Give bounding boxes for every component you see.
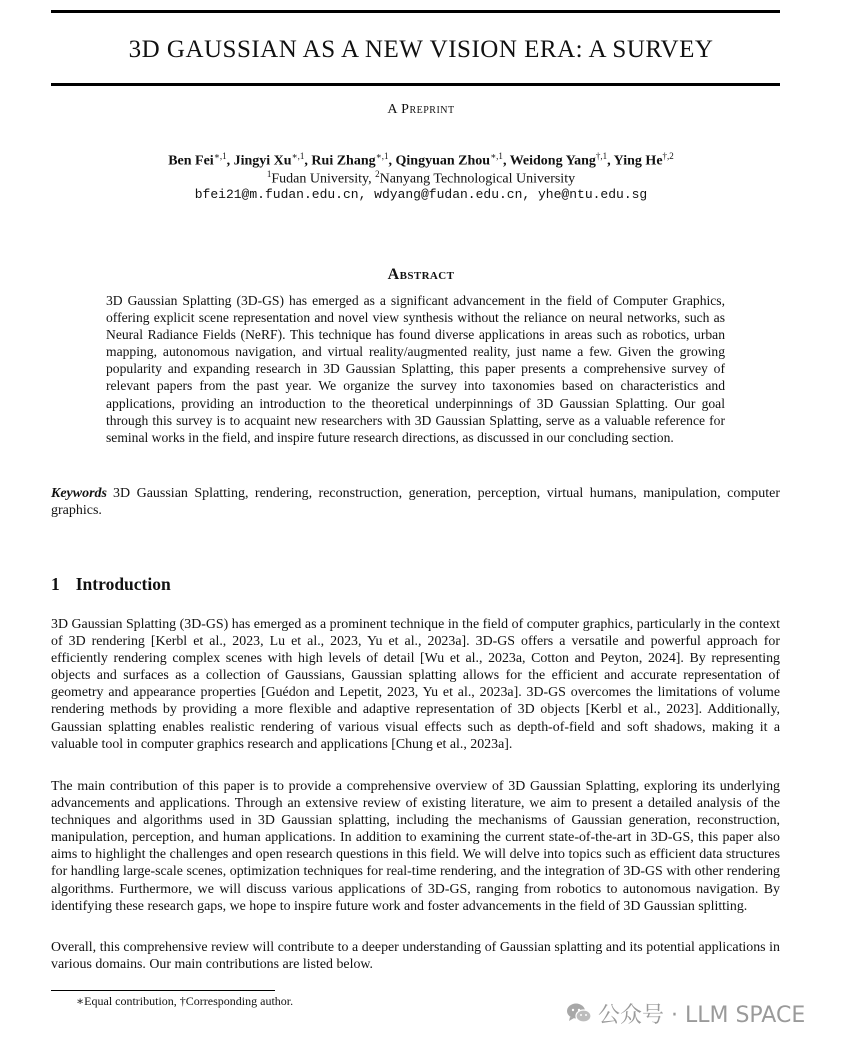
abstract-heading: Abstract — [387, 266, 455, 283]
author-name: Qingyuan Zhou — [395, 153, 491, 169]
affiliations: $^1$Fudan University, $^2$Nanyang Technological University — [266, 169, 576, 187]
body-paragraph: 3D Gaussian Splatting (3D-GS) has emerged as a prominent technique in the field of computer graphics, particularly in the context of 3D rendering [Kerbl et al., 2023, Lu et al., 2023, Yu et al., 2023a]. 3D-GS offers a versatile and powerful approach for efficiently rendering complex scenes with high levels of detail [Wu et al., 2023a, Cotton and Peyton, 2024]. By representing objects and surfaces as a collection of Gaussians, Gaussian splatting allows for the efficient and accurate representation of geometry and appearance properties [Guédon and Lepetit, 2023, Yu et al., 2023a]. 3D-GS overcomes the limitations of volume rendering methods by providing a more flexible and adaptive representation of 3D objects [Kerbl et al., 2023]. Additionally, Gaussian splatting enables realistic rendering of various visual effects such as depth-of-field and soft shadows, making it a valuable tool in computer graphics research and applications [Chung et al., 2023a]. — [51, 617, 780, 752]
keywords — [51, 485, 780, 519]
keywords-label: Keywords — [51, 486, 107, 501]
preprint-label: A Preprint — [387, 102, 455, 117]
watermark-text: 公众号 · LLM SPACE — [598, 1002, 806, 1028]
author-name: Weidong Yang — [509, 153, 596, 169]
section-title: Introduction — [75, 574, 171, 594]
footnote: ∗Equal contribution, †Corresponding author. — [76, 994, 294, 1008]
abstract-text: 3D Gaussian Splatting (3D-GS) has emerged as a significant advancement in the field of Computer Graphics, offering explicit scene representation and novel view synthesis without the reliance on neural networks, such as Neural Radiance Fields (NeRF). This technique has found diverse applications in areas such as robotics, urban mapping, autonomous navigation, and virtual reality/augmented reality, just name a few. Given the growing popularity and expanding research in 3D Gaussian Splatting, this paper presents a comprehensive survey of relevant papers from the past year. We organize the survey into taxonomies based on characteristics and applications, providing an introduction to the theoretical underpinnings of 3D Gaussian Splatting. Our goal through this survey is to acquaint new researchers with 3D Gaussian Splatting, serve as a valuable reference for seminal works in the field, and inspire future research directions, as discussed in our concluding section. — [106, 293, 725, 445]
footnote-rule — [51, 990, 275, 991]
paper-title: 3D GAUSSIAN AS A NEW VISION ERA: A SURVEY — [128, 36, 714, 63]
author-emails: bfei21@m.fudan.edu.cn, wdyang@fudan.edu.cn, yhe@ntu.edu.sg — [194, 187, 648, 202]
section-number: 1 — [51, 574, 60, 594]
author-name: Jingyi Xu — [233, 153, 292, 169]
author-name: Ying He — [613, 153, 663, 169]
author-name: Rui Zhang — [311, 153, 376, 169]
body-paragraph: The main contribution of this paper is to provide a comprehensive overview of 3D Gaussian Splatting, exploring its underlying advancements and applications. Through an extensive review of existing literature, we aim to present a detailed analysis of the techniques and algorithms used in 3D Gaussian splatting, including the mechanisms of Gaussian generation, reconstruction, manipulation, perception, and human applications. In addition to examining the current state-of-the-art in 3D-GS, this paper also aims to highlight the challenges and open research questions in this field. We will delve into topics such as efficient data structures for handling large-scale scenes, optimization techniques for real-time rendering, and the integration of 3D-GS with other rendering algorithms. Furthermore, we will discuss various applications of 3D-GS, ranging from robotics to autonomous navigation. By identifying these research gaps, we hope to inspire future work and foster advancements in the field of 3D Gaussian splitting. — [51, 779, 780, 914]
author-name: Ben Fei — [168, 153, 214, 169]
wechat-icon — [566, 1002, 592, 1024]
watermark — [566, 1000, 822, 1026]
body-paragraph: Overall, this comprehensive review will contribute to a deeper understanding of Gaussian splatting and its potential applications in various domains. Our main contributions are listed below. — [51, 940, 780, 973]
title-rule-bottom — [51, 83, 780, 86]
keywords-text: 3D Gaussian Splatting, rendering, reconstruction, generation, perception, virtual humans, manipulation, computer graphics. — [51, 486, 780, 518]
section-heading — [51, 574, 171, 595]
title-rule-top — [51, 10, 780, 13]
author-list: Ben Fei$^{∗,1}$, Jingyi $Xu^{∗,1}$, Rui Zhang$^{∗,1}$, Qingyuan Zhou$^{∗,1}$, Weidong Yang$^{\dagger,1}$, Ying $He^{\dagger,2}$ — [168, 151, 674, 169]
